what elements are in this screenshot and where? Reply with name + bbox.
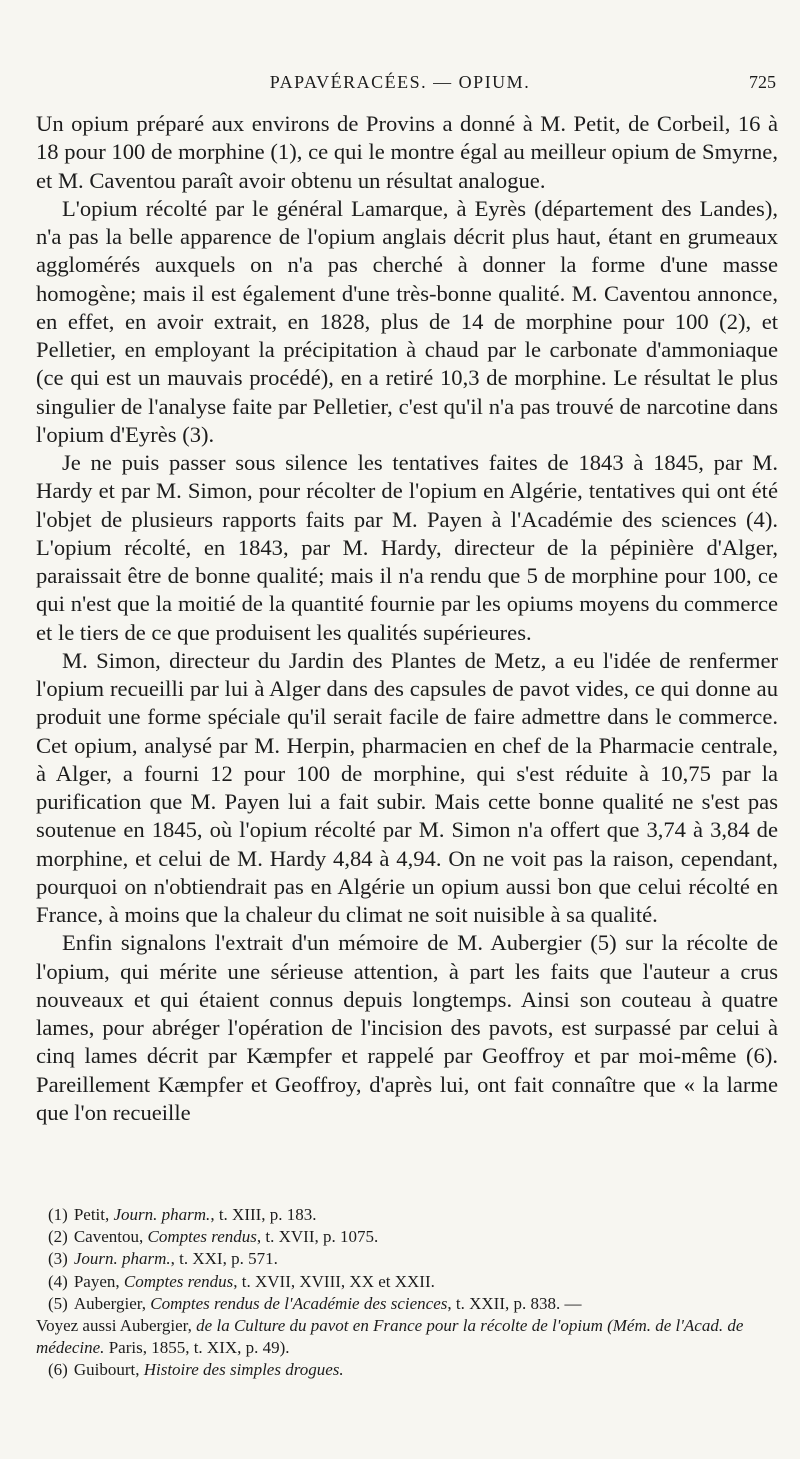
footnote-author: Guibourt,	[73, 1360, 140, 1380]
footnote-author: Caventou,	[73, 1227, 144, 1247]
footnote-rest: Paris, 1855, t. XIX, p. 49).	[108, 1338, 290, 1358]
footnote-rest: , t. XXII, p. 838. —	[447, 1293, 582, 1313]
running-title: PAPAVÉRACÉES. — OPIUM.	[269, 72, 531, 92]
footnote-mark: (3)	[48, 1249, 68, 1269]
footnote-3	[36, 1248, 778, 1270]
footnote-mark: (1)	[48, 1205, 68, 1224]
footnote-4	[36, 1271, 778, 1293]
footnote-title: Comptes rendus de l'Académie des sciences	[150, 1293, 448, 1313]
footnote-title: de la Culture du pavot en France pour la récolte de l'opium	[196, 1316, 603, 1336]
footnote-source: (Mém. de l'Acad. de médecine.	[36, 1316, 744, 1358]
footnote-rest: , t. XIII, p. 183.	[210, 1205, 317, 1224]
footnote-2	[36, 1226, 778, 1248]
body-text	[36, 110, 778, 1127]
paragraph: M. Simon, directeur du Jardin des Plantes de Metz, a eu l'idée de renfermer l'opium recueilli par lui à Alger dans des capsules de pavot vides, ce qui donne au produit une forme spéciale qu'il serait facile de faire admettre dans le commerce. Cet opium, analysé par M. Herpin, pharmacien en chef de la Pharmacie centrale, à Alger, a fourni 12 pour 100 de morphine, qui s'est réduite à 10,75 par la purification que M. Payen lui a fait subir. Mais cette bonne qualité ne s'est pas soutenue en 1845, où l'opium récolté par M. Simon n'a offert que 3,74 à 3,84 de morphine, et celui de M. Hardy 4,84 à 4,94. On ne voit pas la raison, cependant, pourquoi on n'obtiendrait pas en Algérie un opium aussi bon que celui récolté en France, à moins que la chaleur du climat ne soit nuisible à sa qualité.	[36, 647, 778, 927]
footnote-mark: (2)	[48, 1227, 68, 1247]
footnote-lead: Voyez aussi Aubergier,	[36, 1316, 192, 1336]
page-number: 725	[749, 72, 776, 92]
footnote-author: Payen,	[73, 1271, 120, 1291]
footnote-title: Comptes rendus	[147, 1227, 257, 1247]
footnote-title: Journ. pharm.	[113, 1205, 211, 1224]
footnote-title: Histoire des simples drogues.	[143, 1360, 344, 1380]
footnote-rest: , t. XVII, p. 1075.	[256, 1227, 379, 1247]
paragraph: Je ne puis passer sous silence les tentatives faites de 1843 à 1845, par M. Hardy et par M. Simon, pour récolter de l'opium en Algérie, tentatives qui ont été l'objet de plusieurs rapports faits par M. Payen à l'Académie des sciences (4). L'opium récolté, en 1843, par M. Hardy, directeur de la pépinière d'Alger, paraissait être de bonne qualité; mais il n'a rendu que 5 de morphine pour 100, ce qui n'est que la moitié de la quantité fournie par les opiums moyens du commerce et le tiers de ce que produisent les qualités supérieures.	[36, 450, 778, 645]
footnote-6	[36, 1359, 778, 1381]
paragraph: L'opium récolté par le général Lamarque, à Eyrès (département des Landes), n'a pas la belle apparence de l'opium anglais décrit plus haut, étant en grumeaux agglomérés auxquels on n'a pas cherché à donner la forme d'une masse homogène; mais il est également d'une très-bonne qualité. M. Caventou annonce, en effet, en avoir extrait, en 1828, plus de 14 de morphine pour 100 (2), et Pelletier, en employant la précipitation à chaud par le carbonate d'ammoniaque (ce qui est un mauvais procédé), en a retiré 10,3 de morphine. Le résultat le plus singulier de l'analyse faite par Pelletier, c'est qu'il n'a pas trouvé de narcotine dans l'opium d'Eyrès (3).	[36, 195, 778, 447]
footnotes	[36, 1204, 778, 1382]
page-header	[0, 72, 800, 102]
footnote-5	[36, 1293, 778, 1315]
footnote-author: Petit,	[73, 1205, 110, 1224]
footnote-rest: , t. XVII, XVIII, XX et XXII.	[233, 1271, 435, 1291]
paragraph: Un opium préparé aux environs de Provins a donné à M. Petit, de Corbeil, 16 à 18 pour 100 de morphine (1), ce qui le montre égal au meilleur opium de Smyrne, et M. Caventou paraît avoir obtenu un résultat analogue.	[36, 111, 778, 193]
footnote-1	[36, 1204, 778, 1226]
footnote-mark: (5)	[48, 1293, 68, 1313]
footnote-5-continuation	[36, 1315, 778, 1359]
footnote-rest: , t. XXI, p. 571.	[170, 1249, 278, 1269]
footnote-author: Aubergier,	[73, 1293, 147, 1313]
footnote-mark: (4)	[48, 1271, 68, 1291]
paragraph: Enfin signalons l'extrait d'un mémoire de M. Aubergier (5) sur la récolte de l'opium, qui mérite une sérieuse attention, à part les faits que l'auteur a crus nouveaux et qui étaient connus depuis longtemps. Ainsi son couteau à quatre lames, pour abréger l'opération de l'incision des pavots, est surpassé par celui à cinq lames décrit par Kæmpfer et rappelé par Geoffroy et par moi-même (6). Pareillement Kæmpfer et Geoffroy, d'après lui, ont fait connaître que « la larme que l'on recueille	[36, 930, 778, 1125]
footnote-title: Journ. pharm.	[73, 1249, 171, 1269]
footnote-title: Comptes rendus	[123, 1271, 234, 1291]
footnote-mark: (6)	[48, 1360, 68, 1380]
